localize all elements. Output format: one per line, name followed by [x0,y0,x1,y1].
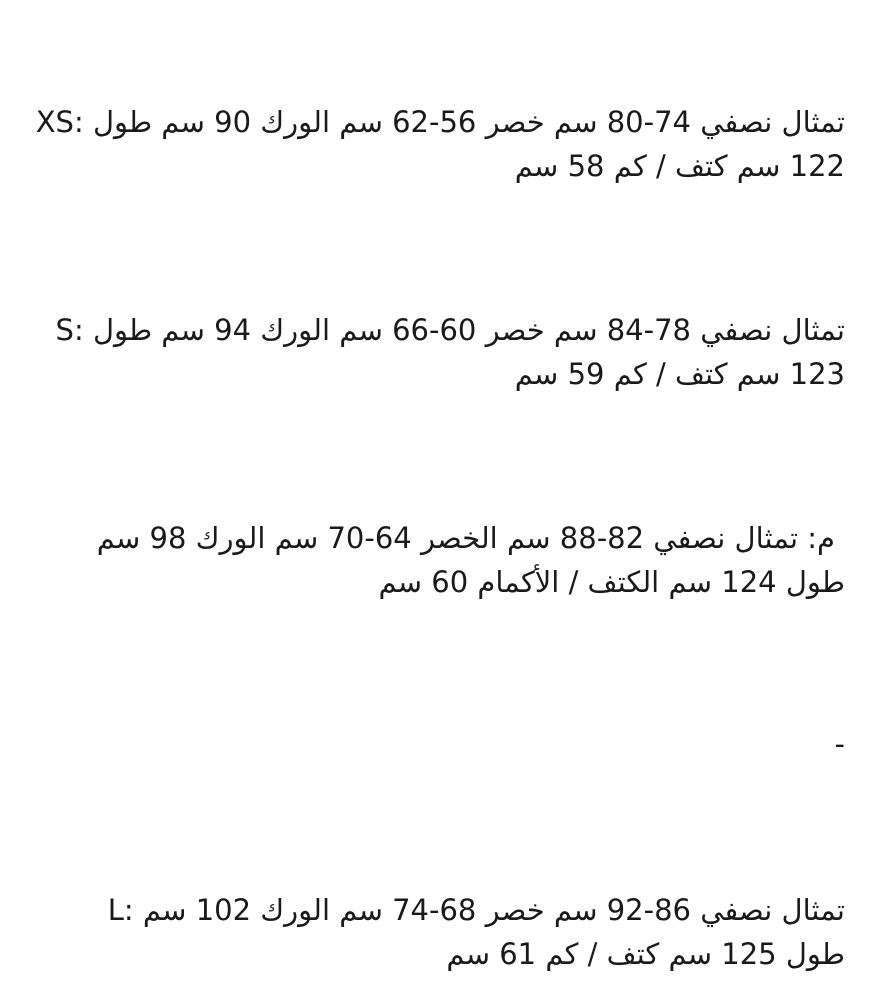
size-l-block [108,888,845,976]
size-xs-line-1: تمثال نصفي 74-80 سم خصر 56-62 سم الورك 90 سم طول :XS [35,105,845,139]
size-l-line-1: تمثال نصفي 86-92 سم خصر 68-74 سم الورك 102 سم :L [107,893,845,927]
separator-dash: - [834,727,845,761]
size-s-line-1: تمثال نصفي 78-84 سم خصر 60-66 سم الورك 94 سم طول :S [55,313,845,347]
size-l-line-2: طول 125 سم كتف / كم 61 سم [446,937,845,971]
size-m-block [96,516,845,604]
size-m-line-2: طول 124 سم الكتف / الأكمام 60 سم [378,565,845,599]
size-xs-block [36,100,845,188]
size-m-line-1: م: تمثال نصفي 82-88 سم الخصر 64-70 سم الورك 98 سم [96,521,835,555]
size-s-block [56,308,845,396]
size-xs-line-2: 122 سم كتف / كم 58 سم [514,149,845,183]
size-s-line-2: 123 سم كتف / كم 59 سم [514,357,845,391]
